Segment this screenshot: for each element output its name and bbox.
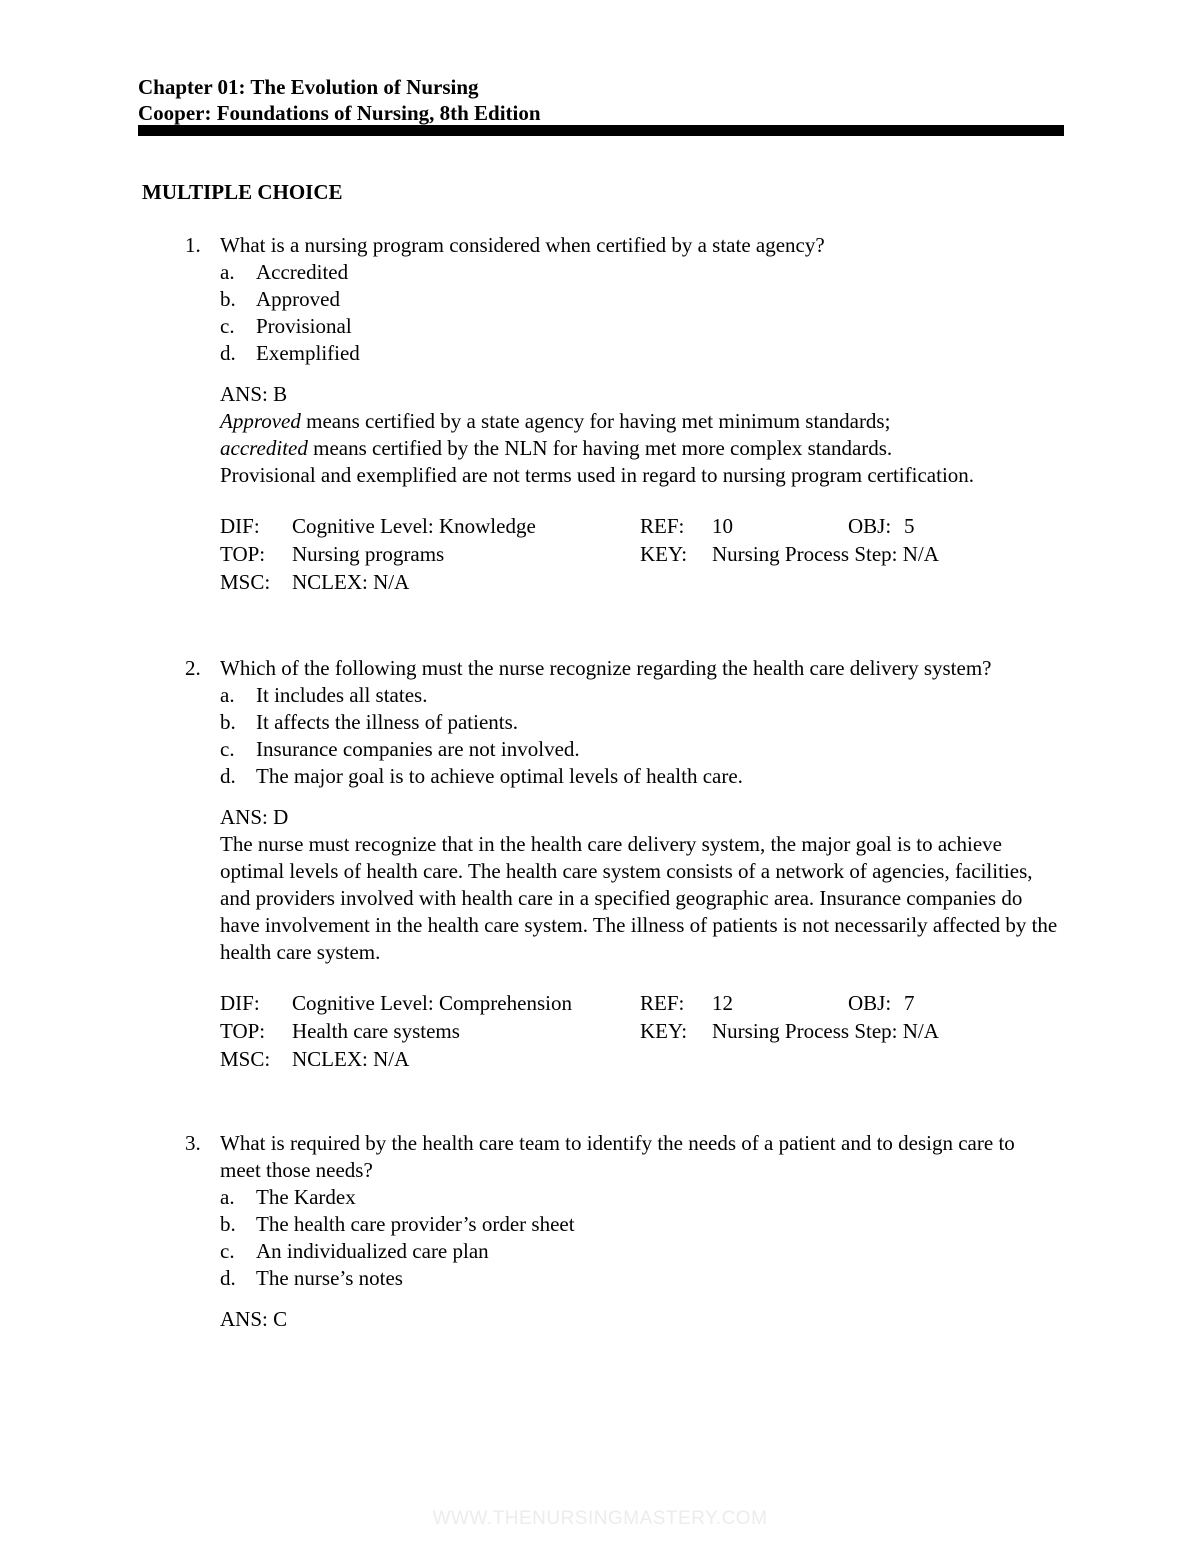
question-number: 1. [185, 233, 201, 257]
option-b: b. It affects the illness of patients. [220, 710, 519, 734]
question-2 [185, 655, 1065, 1074]
option-c: c. An individualized care plan [220, 1239, 489, 1263]
question-metadata: DIF: Cognitive Level: Comprehension REF: 12 OBJ: 7 TOP: Health care systems KEY: Nursing Process Step: N/A MSC: NCLEX: N/A [220, 991, 939, 1071]
option-b: b. The health care provider’s order sheet [220, 1212, 575, 1236]
option-d: d. The nurse’s notes [220, 1266, 403, 1290]
chapter-title: Chapter 01: The Evolution of Nursing [138, 75, 479, 99]
question-stem: Which of the following must the nurse recognize regarding the health care delivery system? [220, 656, 992, 680]
option-c: c. Provisional [220, 314, 352, 338]
answer-key: ANS: C [220, 1307, 288, 1331]
answer-rationale: Approved means certified by a state agency for having met minimum standards; accredited means certified by the NLN for having met more complex standards. Provisional and exemplified are not terms used in regard to nursing program certification. [220, 409, 975, 487]
option-a: a. It includes all states. [220, 683, 428, 707]
question-3 [185, 1130, 1065, 1333]
book-title: Cooper: Foundations of Nursing, 8th Edition [138, 101, 541, 125]
answer-rationale: The nurse must recognize that in the health care delivery system, the major goal is to achieve optimal levels of health care. The health care system consists of a network of agencies, facilities, and providers involved with health care in a specified geographic area. Insurance companies do have involvement in the health care system. The illness of patients is not necessarily affected by the health care system. [220, 832, 1058, 964]
question-number: 3. [185, 1131, 201, 1155]
option-a: a. Accredited [220, 260, 349, 284]
question-metadata: DIF: Cognitive Level: Knowledge REF: 10 OBJ: 5 TOP: Nursing programs KEY: Nursing Process Step: N/A MSC: NCLEX: N/A [220, 514, 939, 594]
answer-key: ANS: D [220, 805, 289, 829]
question-1 [185, 232, 1065, 597]
question-stem: What is a nursing program considered when certified by a state agency? [220, 233, 825, 257]
option-c: c. Insurance companies are not involved. [220, 737, 580, 761]
option-d: d. The major goal is to achieve optimal levels of health care. [220, 764, 743, 788]
option-d: d. Exemplified [220, 341, 360, 365]
question-number: 2. [185, 656, 201, 680]
option-a: a. The Kardex [220, 1185, 356, 1209]
answer-key: ANS: B [220, 382, 288, 406]
page-header [138, 74, 1064, 126]
section-title: MULTIPLE CHOICE [142, 180, 343, 204]
watermark: WWW.THENURSINGMASTERY.COM [432, 1508, 768, 1529]
question-stem: What is required by the health care team to identify the needs of a patient and to design care to meet those needs? [220, 1131, 1015, 1182]
option-b: b. Approved [220, 287, 340, 311]
header-rule [138, 125, 1064, 136]
